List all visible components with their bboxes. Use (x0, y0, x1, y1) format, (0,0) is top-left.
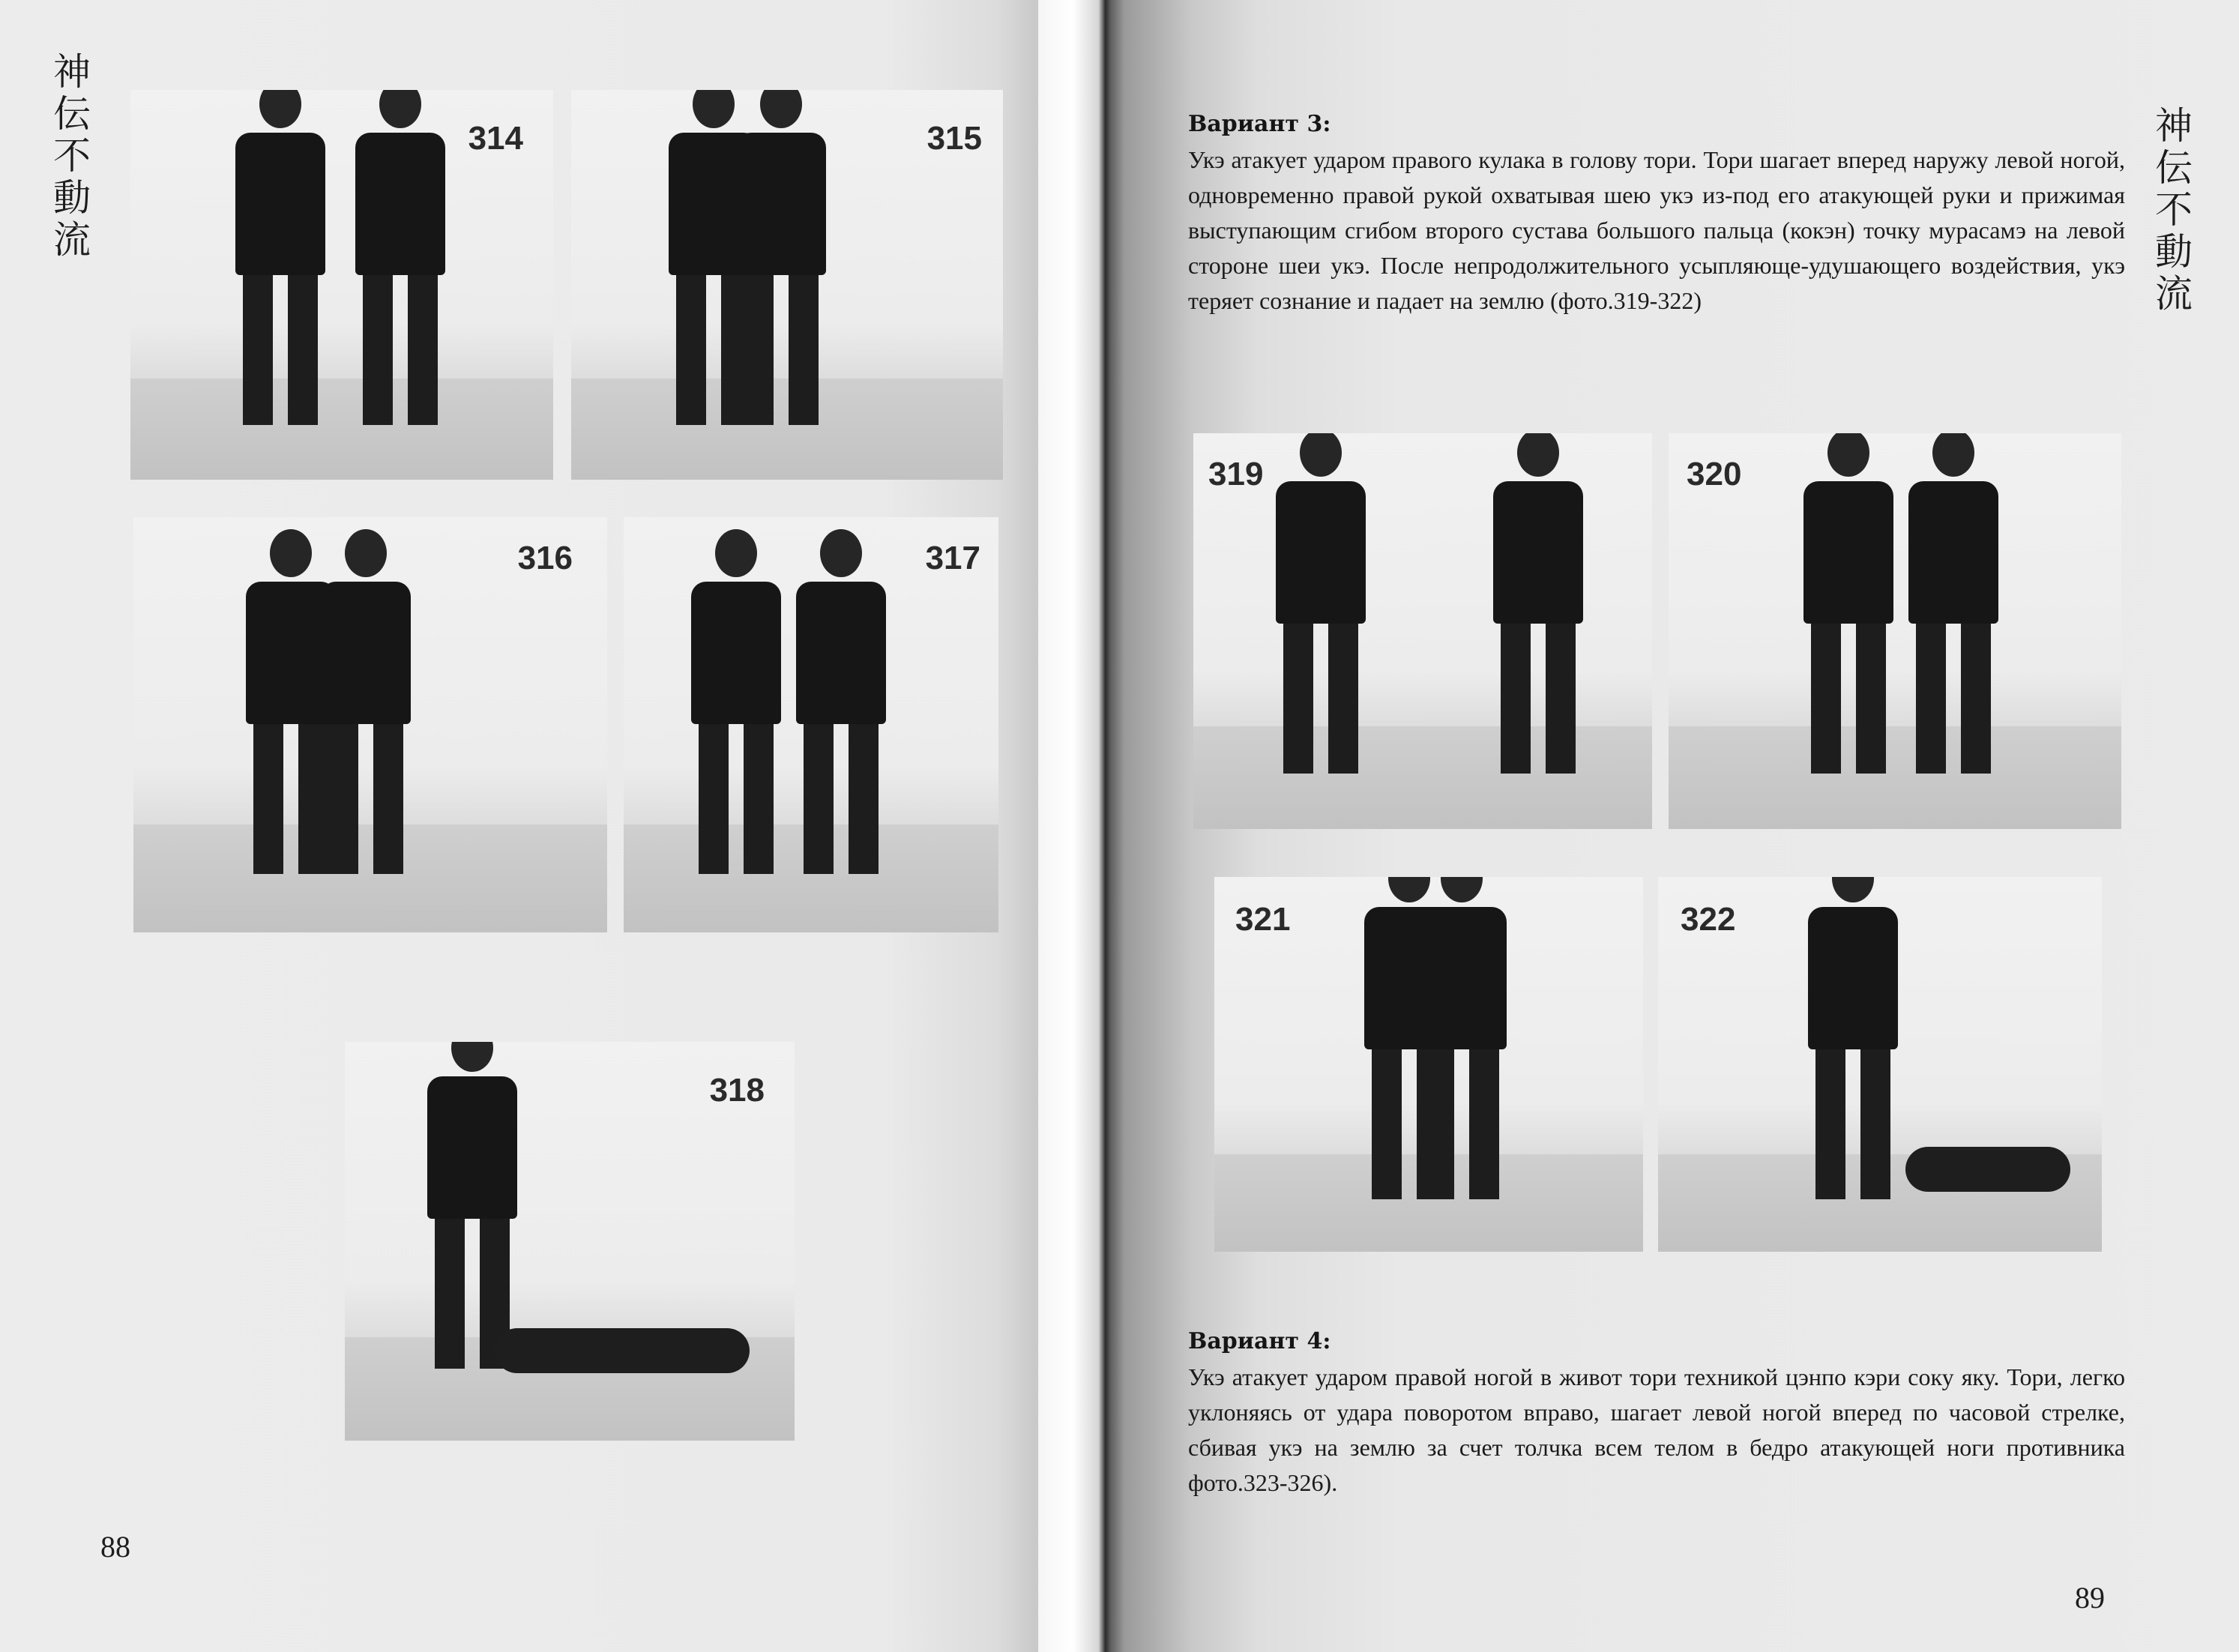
kanji-char: 流 (53, 218, 91, 262)
figure-tori (235, 90, 325, 425)
figure-tori (1808, 877, 1898, 1199)
kanji-char: 神 (53, 50, 91, 94)
figure-tori (691, 529, 781, 874)
photo-number: 314 (468, 120, 523, 157)
photo-322 (1658, 877, 2102, 1252)
figure-uke-lying (1905, 1147, 2070, 1192)
kanji-char: 神 (2155, 104, 2193, 148)
figure-uke (1908, 433, 1998, 774)
photo-number: 321 (1235, 901, 1291, 938)
photo-318 (345, 1042, 795, 1441)
variant3-heading: Вариант 3: (1188, 111, 1331, 137)
photo-315 (571, 90, 1003, 480)
photo-number: 319 (1208, 456, 1264, 492)
photo-number: 316 (517, 540, 573, 576)
left-kanji-column (49, 51, 94, 261)
photo-314 (130, 90, 553, 480)
figure-uke (796, 529, 886, 874)
photo-321 (1214, 877, 1643, 1252)
kanji-char: 伝 (2155, 146, 2193, 190)
photo-number: 317 (925, 540, 980, 576)
figure-tori (427, 1042, 517, 1369)
photo-number: 318 (709, 1072, 765, 1109)
figure-uke-lying (495, 1328, 750, 1373)
photo-number: 320 (1687, 456, 1742, 492)
figure-uke (1417, 877, 1507, 1199)
figure-uke (1493, 433, 1583, 774)
photo-316 (133, 517, 607, 932)
kanji-char: 不 (53, 134, 91, 178)
book-gutter (1038, 0, 1124, 1652)
kanji-char: 動 (53, 176, 91, 220)
figure-tori (1803, 433, 1893, 774)
photo-number: 315 (926, 120, 982, 157)
right-kanji-column (2151, 105, 2196, 315)
right-page (1124, 0, 2239, 1652)
figure-uke (321, 529, 411, 874)
kanji-char: 伝 (53, 92, 91, 136)
kanji-char: 不 (2155, 188, 2193, 232)
left-page (0, 0, 1038, 1652)
figure-uke (355, 90, 445, 425)
figure-tori (1276, 433, 1366, 774)
kanji-char: 流 (2155, 272, 2193, 316)
page-number: 89 (2075, 1581, 2105, 1615)
page-number: 88 (100, 1530, 130, 1564)
photo-319 (1193, 433, 1652, 829)
photo-320 (1669, 433, 2121, 829)
photo-317 (624, 517, 998, 932)
photo-number: 322 (1681, 901, 1736, 938)
figure-uke (736, 90, 826, 425)
kanji-char: 動 (2155, 230, 2193, 274)
variant4-heading: Вариант 4: (1188, 1328, 1331, 1354)
variant3-text: Укэ атакует ударом правого кулака в голову тори. Тори шагает вперед наружу левой ногой, одновременно правой рукой охватывая шею укэ из-под его атакующей руки и прижимая выступающим сгибом второго сустава большого пальца (кокэн) точку мурасамэ на левой стороне шеи укэ. После непродолжительного усыпляюще-удушающего воздействия, укэ теряет сознание и падает на землю (фото.319-322) (1188, 146, 2125, 314)
variant4-text: Укэ атакует ударом правой ногой в живот тори техникой цэнпо кэри соку яку. Тори, легко уклоняясь от удара поворотом вправо, шагает левой ногой вперед по часовой стрелке, сбивая укэ на землю за счет толчка всем телом в бедро атакующей ноги противника фото.323-326). (1188, 1363, 2125, 1496)
